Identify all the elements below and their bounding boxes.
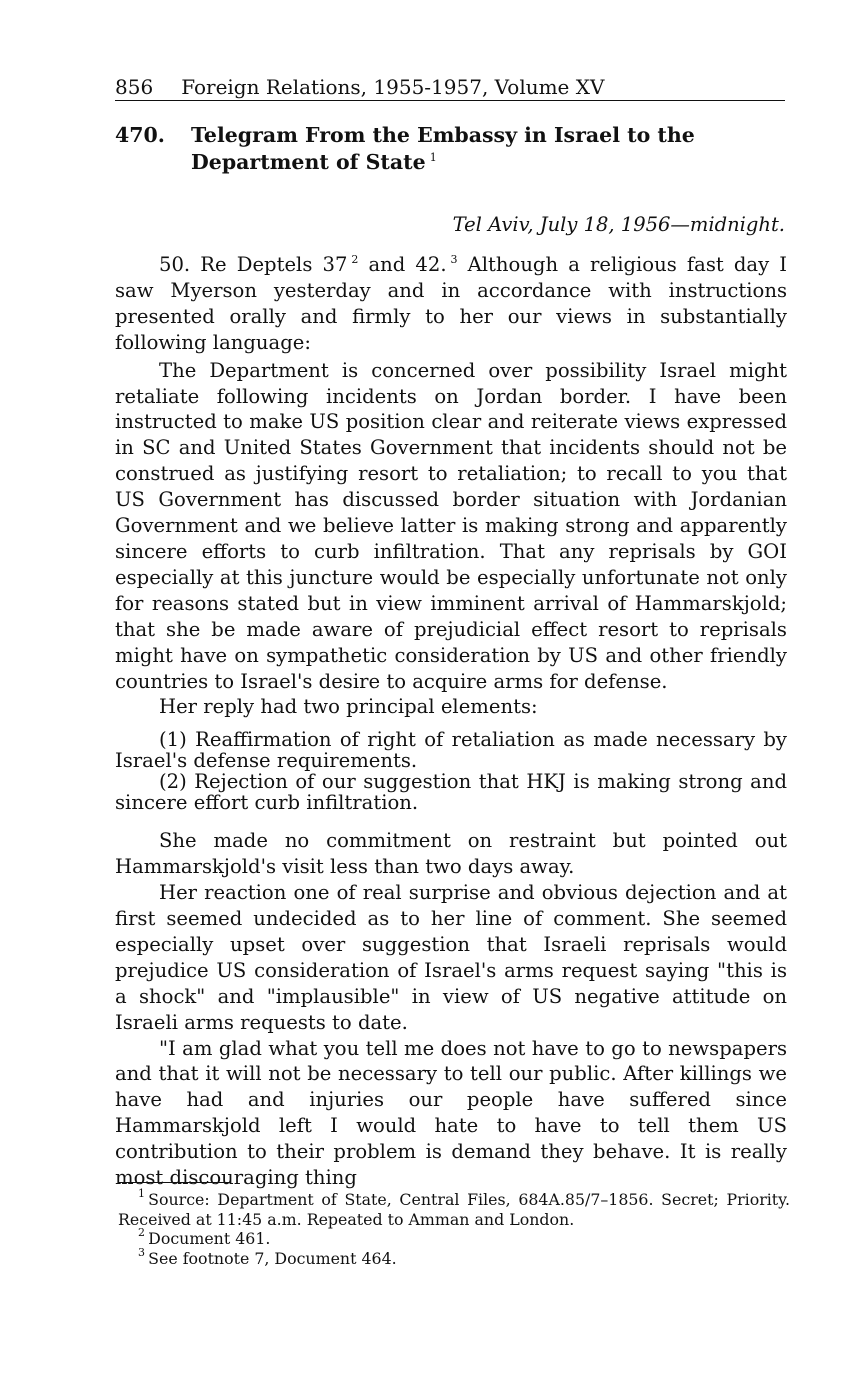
footnote-divider <box>118 1182 230 1183</box>
footnote-2: $^2$ Document 461. <box>138 1226 271 1248</box>
paragraph-no-commitment: She made no commitment on restraint but pointed out Hammarskjold's visit less than two days away. <box>115 829 787 879</box>
footnote-ref-2: 2 <box>351 253 359 266</box>
telegram-body <box>115 252 787 1191</box>
document-title-block <box>191 122 786 176</box>
document-title: Telegram From the Embassy in Israel to the Department of State <box>191 123 695 174</box>
paragraph-reaction: Her reaction one of real surprise and obvious dejection and at first seemed undecided as to her line of comment. She seemed especially upset over suggestion that Israeli reprisals would prejudice US consideration of Israel's arms request saying "this is a shock" and "implausible" in view of US negative attitude on Israeli arms requests to date. <box>115 881 787 1034</box>
footnote-ref-3: 3 <box>450 253 458 266</box>
paragraph-quote: "I am glad what you tell me does not have to go to newspapers and that it will not be necessary to tell our public. After killings we have had and injuries our people have suffered since Hammarskjold left I would hate to have to tell them US contribution to their problem is demand they behave. It is really most discouraging thing <box>115 1036 787 1190</box>
dateline: Tel Aviv, July 18, 1956—midnight. <box>452 213 785 236</box>
document-number: 470. <box>115 123 165 147</box>
footnote-ref-1: 1 <box>429 151 437 164</box>
footnote-3: $^3$ See footnote 7, Document 464. <box>138 1245 397 1268</box>
running-head <box>115 75 785 101</box>
series-title: Foreign Relations, 1955-1957, Volume XV <box>181 75 605 99</box>
page-number: 856 <box>115 75 154 99</box>
paragraph-1: 50. Re Deptels 37 $^2$ and 42. $^3$ Although a religious fast day I saw Myerson yesterday and in accordance with instructions presented orally and firmly to her our views in substantially following language: <box>115 253 788 354</box>
reply-element-1: (1) Reaffirmation of right of retaliation as made necessary by Israel's defense requirements. <box>115 728 787 773</box>
footnote-1: $^1$ Source: Department of State, Central Files, 684A.85/7–1856. Secret; Priority. Received at 11:45 a.m. Repeated to Amman and London. <box>118 1187 790 1229</box>
paragraph-instructed-views: The Department is concerned over possibility Israel might retaliate following incidents on Jordan border. I have been instructed to make US position clear and reiterate views expressed in SC and United States Government that incidents should not be construed as justifying resort to retaliation; to recall to you that US Government has discussed border situation with Jordanian Government and we believe latter is making strong and apparently sincere efforts to curb infiltration. That any reprisals by GOI especially at this juncture would be especially unfortunate not only for reasons stated but in view imminent arrival of Hammarskjold; that she be made aware of prejudicial effect resort to reprisals might have on sympathetic consideration by US and other friendly countries to Israel's desire to acquire arms for defense. <box>115 358 787 693</box>
reply-element-2: (2) Rejection of our suggestion that HKJ is making strong and sincere effort curb infiltration. <box>115 770 787 815</box>
paragraph-reply-intro: Her reply had two principal elements: <box>159 695 538 719</box>
footnotes <box>118 1187 790 1268</box>
